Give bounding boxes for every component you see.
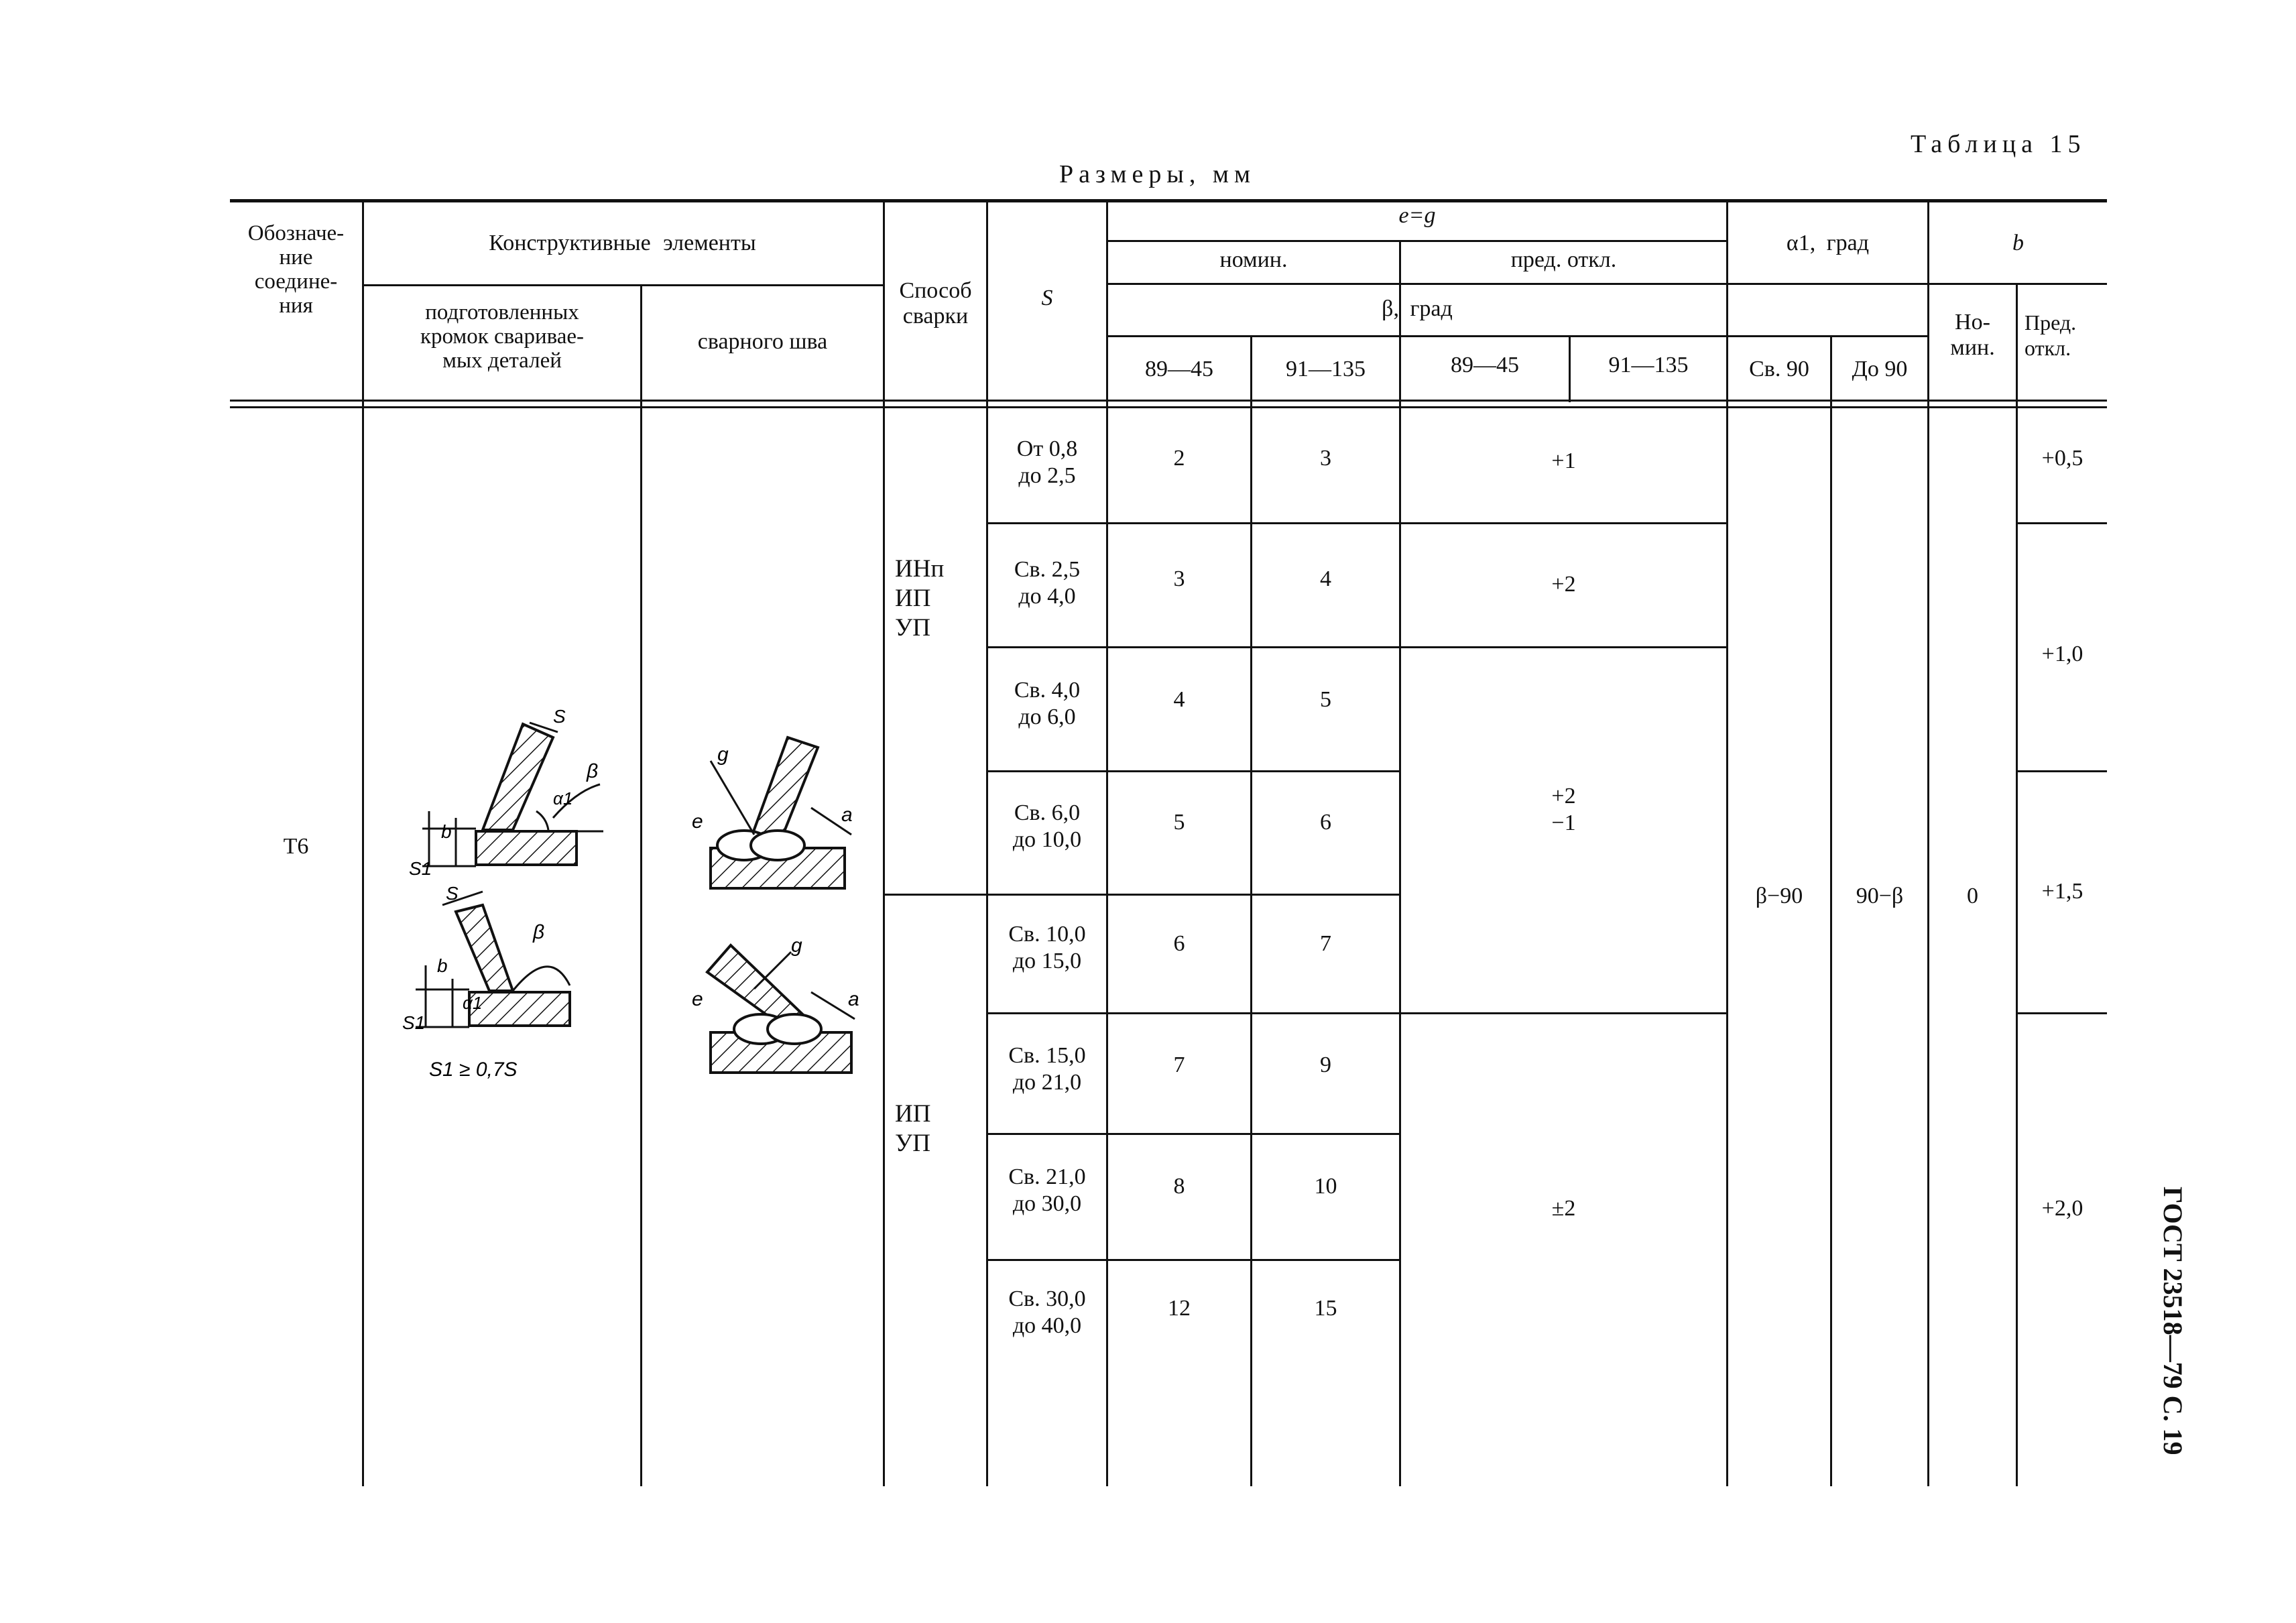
col-border-7 <box>1399 240 1401 1486</box>
header-split-beta <box>1106 283 2107 285</box>
sketch-alpha-label: α1 <box>553 788 573 808</box>
header-constructive-elements: Конструктивные элементы <box>489 231 756 255</box>
col-border-11 <box>1927 199 1929 1486</box>
header-s: S <box>1041 286 1053 310</box>
deviation-plus-2-minus-1: +2 −1 <box>1551 784 1576 835</box>
header-bottom-border-2 <box>230 406 2107 408</box>
method-group-2: ИП УП <box>895 1100 931 1157</box>
header-split-beta-values <box>1106 335 1927 337</box>
row-5-e-89-45: 6 <box>1173 931 1185 956</box>
row-1-s: От 0,8 до 2,5 <box>1016 436 1078 488</box>
col-border-9 <box>1726 199 1728 1486</box>
weld-g-label-2: g <box>791 935 802 957</box>
header-designation: Обозначе- ние соедине- ния <box>247 221 345 318</box>
header-split-constructive <box>362 284 883 286</box>
header-alpha-over-90: Св. 90 <box>1749 357 1809 381</box>
header-b-nominal: Но- мин. <box>1950 310 1995 360</box>
row-1-e-91-135: 3 <box>1320 446 1331 471</box>
header-alpha1: α1, град <box>1786 231 1870 255</box>
row-line-4 <box>883 894 1400 896</box>
header-beta-range-1: 89—45 <box>1145 357 1213 381</box>
sketch-s1-label: S1 <box>409 858 432 879</box>
b-deviation-4: +2,0 <box>2041 1196 2083 1221</box>
row-3-e-89-45: 4 <box>1173 687 1185 712</box>
prepared-edges-sketch-bottom <box>396 885 617 1086</box>
alpha-up-to-90-value: 90−β <box>1856 884 1904 908</box>
header-nominal: номин. <box>1219 247 1288 272</box>
row-5-e-91-135: 7 <box>1320 931 1331 956</box>
row-line-6 <box>986 1133 1400 1135</box>
sketch-beta-label: β <box>587 760 599 782</box>
b-nominal-value: 0 <box>1967 884 1978 908</box>
sketch-b-label-2: b <box>437 955 448 976</box>
row-6-s: Св. 15,0 до 21,0 <box>1008 1043 1086 1095</box>
row-8-s: Св. 30,0 до 40,0 <box>1008 1286 1086 1338</box>
header-prepared-edges: подготовленных кромок сваривае- мых деталей <box>420 300 585 373</box>
deviation-plus-minus-2: ±2 <box>1551 1196 1576 1221</box>
prepared-edges-sketch-top <box>402 706 623 885</box>
row-2-e-91-135: 4 <box>1320 566 1331 591</box>
header-beta-range-2: 91—135 <box>1286 357 1366 381</box>
header-alpha-up-to-90: До 90 <box>1852 357 1908 381</box>
header-b: b <box>2012 231 2024 255</box>
b-deviation-2: +1,0 <box>2041 642 2083 666</box>
deviation-plus-1: +1 <box>1551 448 1576 473</box>
header-beta-range-3: 89—45 <box>1451 353 1519 377</box>
row-line-2 <box>986 646 1728 648</box>
row-6-e-89-45: 7 <box>1173 1053 1185 1077</box>
header-weld-seam: сварного шва <box>697 329 828 354</box>
units-caption: Размеры, мм <box>1059 160 1256 188</box>
header-split-eg <box>1106 240 1726 242</box>
row-line-1 <box>986 522 1728 524</box>
sketch-beta-label-2: β <box>533 921 545 943</box>
row-4-e-89-45: 5 <box>1173 810 1185 835</box>
row-line-5 <box>986 1012 1728 1014</box>
row-3-e-91-135: 5 <box>1320 687 1331 712</box>
b-dev-line-1 <box>2016 522 2107 524</box>
sketch-s-label-2: S <box>446 883 459 904</box>
header-bottom-border <box>230 400 2107 402</box>
sketch-s-label: S <box>553 706 566 727</box>
header-e-g: e=g <box>1398 203 1436 228</box>
row-8-e-89-45: 12 <box>1168 1296 1191 1321</box>
weld-seam-sketch-top <box>690 734 885 902</box>
weld-seam-sketch-bottom <box>690 932 885 1093</box>
weld-a-label-2: a <box>848 988 859 1010</box>
weld-e-label-2: e <box>692 988 703 1010</box>
table-label: Таблица 15 <box>1911 130 2086 158</box>
weld-g-label: g <box>717 743 729 766</box>
col-border-10 <box>1830 335 1832 1486</box>
row-5-s: Св. 10,0 до 15,0 <box>1008 922 1086 973</box>
row-line-7 <box>986 1259 1400 1261</box>
header-deviation: пред. откл. <box>1510 247 1617 272</box>
header-welding-method: Способ сварки <box>899 278 972 328</box>
b-deviation-3: +1,5 <box>2041 879 2083 904</box>
row-7-e-91-135: 10 <box>1314 1174 1337 1199</box>
sketch-alpha-label-2: α1 <box>463 993 483 1013</box>
designation-value: Т6 <box>283 834 309 859</box>
document-side-label: ГОСТ 23518—79 С. 19 <box>2158 1187 2188 1455</box>
row-8-e-91-135: 15 <box>1314 1296 1337 1321</box>
weld-e-label: e <box>692 810 703 833</box>
col-border-1 <box>362 199 364 1486</box>
sketch-b-label: b <box>441 821 452 842</box>
alpha-over-90-value: β−90 <box>1755 884 1803 908</box>
row-2-e-89-45: 3 <box>1173 566 1185 591</box>
row-6-e-91-135: 9 <box>1320 1053 1331 1077</box>
header-beta: β, град <box>1382 296 1453 321</box>
row-7-e-89-45: 8 <box>1173 1174 1185 1199</box>
row-4-s: Св. 6,0 до 10,0 <box>1012 800 1082 852</box>
row-7-s: Св. 21,0 до 30,0 <box>1008 1164 1086 1216</box>
row-2-s: Св. 2,5 до 4,0 <box>1014 557 1081 609</box>
row-3-s: Св. 4,0 до 6,0 <box>1014 678 1081 729</box>
header-beta-range-4: 91—135 <box>1608 353 1689 377</box>
b-deviation-1: +0,5 <box>2041 446 2083 471</box>
header-b-deviation: Пред. откл. <box>2025 310 2077 360</box>
method-group-1: ИНп ИП УП <box>895 555 945 642</box>
row-1-e-89-45: 2 <box>1173 446 1185 471</box>
deviation-plus-2: +2 <box>1551 572 1576 597</box>
col-border-2 <box>640 284 642 1486</box>
b-dev-line-2 <box>2016 770 2107 772</box>
row-line-3 <box>986 770 1400 772</box>
sketch-s1-label-2: S1 <box>402 1012 426 1033</box>
sketch-condition-label: S1 ≥ 0,7S <box>429 1059 518 1081</box>
weld-a-label: a <box>841 804 853 826</box>
row-4-e-91-135: 6 <box>1320 810 1331 835</box>
col-border-5 <box>1106 199 1108 1486</box>
b-dev-line-3 <box>2016 1012 2107 1014</box>
